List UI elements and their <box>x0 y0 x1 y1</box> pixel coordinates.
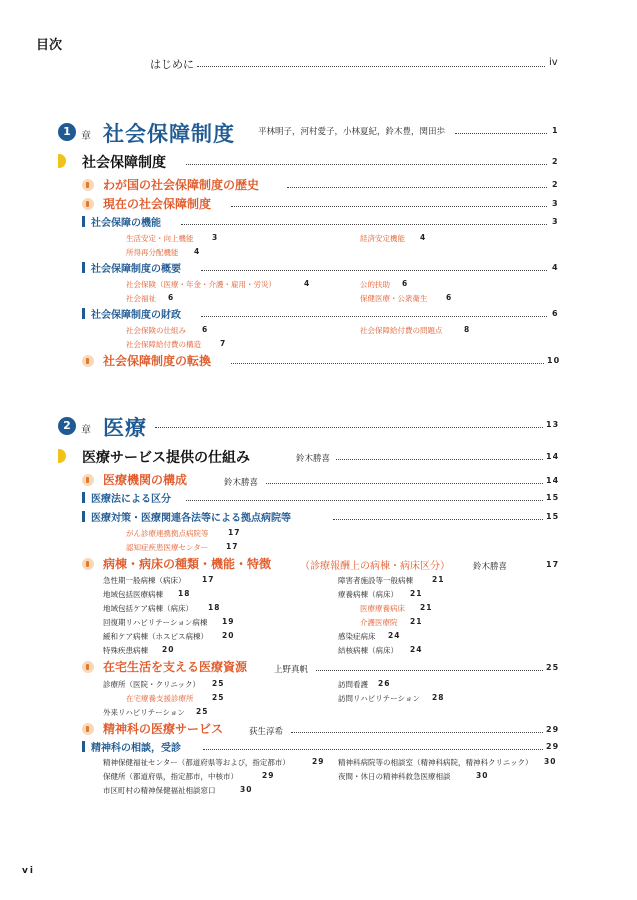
leader-dots <box>197 66 545 67</box>
toc-item[interactable]: 保健所（都道府県，指定都市，中核市） <box>103 772 238 781</box>
toc-item[interactable]: 訪問看護 <box>338 680 368 689</box>
subsection-title[interactable]: 在宅生活を支える医療資源 <box>103 660 248 674</box>
toc-item[interactable]: 生活安定・向上機能 <box>126 234 194 243</box>
chapter-mark: 章 <box>81 425 91 436</box>
topic-bar-icon <box>82 741 85 752</box>
item-page: 7 <box>220 339 227 348</box>
section-title[interactable]: 医療サービス提供の仕組み <box>82 450 250 466</box>
page-number: 15 <box>546 493 560 502</box>
item-page: 3 <box>212 233 219 242</box>
section-author: 鈴木勝喜 <box>224 478 259 488</box>
chapter-number-badge: 2 <box>58 417 76 435</box>
page-number: 29 <box>546 742 560 751</box>
topic-bar-icon <box>82 216 85 227</box>
item-page: 30 <box>240 785 253 794</box>
item-page: 20 <box>162 645 175 654</box>
item-page: 21 <box>432 575 445 584</box>
subsection-title[interactable]: 病棟・病床の種類・機能・特徴 <box>103 557 272 571</box>
topic-title[interactable]: 社会保障の機能 <box>91 218 161 229</box>
item-page: 4 <box>194 247 201 256</box>
item-page: 25 <box>212 679 225 688</box>
item-page: 17 <box>228 528 241 537</box>
item-page: 20 <box>222 631 235 640</box>
topic-title[interactable]: 医療法による区分 <box>91 494 171 505</box>
toc-item[interactable]: 訪問リハビリテーション <box>338 694 420 703</box>
toc-item[interactable]: 社会保険（医療・年金・介護・雇用・労災） <box>126 280 276 289</box>
subsection-bullet-icon <box>82 723 94 735</box>
topic-bar-icon <box>82 511 85 522</box>
item-page: 17 <box>202 575 215 584</box>
leader-dots <box>336 459 543 460</box>
item-page: 19 <box>222 617 235 626</box>
section-author: 鈴木勝喜 <box>296 454 331 464</box>
subsection-title[interactable]: 現在の社会保障制度 <box>103 197 212 211</box>
item-page: 25 <box>212 693 225 702</box>
toc-item[interactable]: 精神科病院等の相談室（精神科病院，精神科クリニック） <box>338 758 533 767</box>
chapter-title[interactable]: 社会保障制度 <box>103 122 235 146</box>
toc-item[interactable]: 夜間・休日の精神科救急医療相談 <box>338 772 451 781</box>
leader-dots <box>201 316 547 317</box>
chapter-mark: 章 <box>81 131 91 142</box>
toc-item[interactable]: 急性期一般病棟（病床） <box>103 576 186 585</box>
toc-item[interactable]: 市区町村の精神保健福祉相談窓口 <box>103 786 216 795</box>
page-number: 14 <box>546 452 560 461</box>
topic-title[interactable]: 精神科の相談，受診 <box>91 743 181 754</box>
page-number: 2 <box>552 180 559 189</box>
page-number: 3 <box>552 199 559 208</box>
toc-item[interactable]: 特殊疾患病棟 <box>103 646 148 655</box>
toc-item[interactable]: 障害者施設等一般病棟 <box>338 576 413 585</box>
item-page: 8 <box>464 325 471 334</box>
toc-item[interactable]: 経済安定機能 <box>360 234 405 243</box>
topic-bar-icon <box>82 492 85 503</box>
toc-item[interactable]: 社会保障給付費の構造 <box>126 340 201 349</box>
page-number: 15 <box>546 512 560 521</box>
subsection-title[interactable]: 医療機関の構成 <box>103 473 188 487</box>
leader-dots <box>266 483 543 484</box>
chapter-number-badge: 1 <box>58 123 76 141</box>
leader-dots <box>201 270 547 271</box>
page-number: 17 <box>546 560 560 569</box>
chapter-title[interactable]: 医療 <box>103 416 147 440</box>
item-page: 25 <box>196 707 209 716</box>
toc-item[interactable]: 緩和ケア病棟（ホスピス病棟） <box>103 632 208 641</box>
toc-item[interactable]: 社会福祉 <box>126 294 156 303</box>
subsection-bullet-icon <box>82 661 94 673</box>
leader-dots <box>333 519 543 520</box>
leader-dots <box>287 187 547 188</box>
leader-dots <box>231 206 547 207</box>
preface-page: iv <box>549 57 558 68</box>
section-marker-icon <box>58 449 66 463</box>
leader-dots <box>155 427 543 428</box>
section-marker-icon <box>58 154 66 168</box>
toc-item[interactable]: 感染症病床 <box>338 632 376 641</box>
page-number: 3 <box>552 217 559 226</box>
subsection-bullet-icon <box>82 474 94 486</box>
toc-item[interactable]: がん診療連携拠点病院等 <box>126 529 209 538</box>
topic-bar-icon <box>82 308 85 319</box>
toc-item[interactable]: 医療療養病床 <box>360 604 405 613</box>
toc-item[interactable]: 介護医療院 <box>360 618 398 627</box>
item-page: 17 <box>226 542 239 551</box>
page-number: 10 <box>547 356 561 365</box>
subsection-subtitle: （診療報酬上の病棟・病床区分） <box>300 561 450 572</box>
item-page: 30 <box>476 771 489 780</box>
toc-item[interactable]: 地域包括ケア病棟（病床） <box>103 604 193 613</box>
item-page: 18 <box>208 603 221 612</box>
page-number: 6 <box>552 309 559 318</box>
subsection-bullet-icon <box>82 179 94 191</box>
toc-item[interactable]: 診療所（医院・クリニック） <box>103 680 201 689</box>
toc-item[interactable]: 外来リハビリテーション <box>103 708 185 717</box>
topic-title[interactable]: 社会保障制度の概要 <box>91 264 181 275</box>
item-page: 4 <box>304 279 311 288</box>
item-page: 29 <box>262 771 275 780</box>
section-author: 鈴木勝喜 <box>473 562 508 572</box>
page-folio: vi <box>22 866 35 876</box>
page-number: 13 <box>546 420 560 429</box>
toc-item[interactable]: 所得再分配機能 <box>126 248 179 257</box>
item-page: 30 <box>544 757 557 766</box>
topic-title[interactable]: 医療対策・医療関連各法等による拠点病院等 <box>91 513 291 524</box>
chapter-authors: 平林明子，河村愛子，小林夏紀，鈴木豊，関田歩 <box>258 127 446 137</box>
page-number: 29 <box>546 725 560 734</box>
subsection-bullet-icon <box>82 558 94 570</box>
item-page: 24 <box>388 631 401 640</box>
subsection-title[interactable]: わが国の社会保障制度の歴史 <box>103 178 260 192</box>
topic-bar-icon <box>82 262 85 273</box>
leader-dots <box>203 749 543 750</box>
item-page: 21 <box>410 589 423 598</box>
toc-item[interactable]: 地域包括医療病棟 <box>103 590 163 599</box>
leader-dots <box>231 363 544 364</box>
item-page: 26 <box>378 679 391 688</box>
toc-item[interactable]: 結核病棟（病床） <box>338 646 398 655</box>
leader-dots <box>291 732 543 733</box>
topic-title[interactable]: 社会保障制度の財政 <box>91 310 181 321</box>
leader-dots <box>316 670 543 671</box>
item-page: 29 <box>312 757 325 766</box>
leader-dots <box>455 133 547 134</box>
section-title[interactable]: 社会保障制度 <box>82 155 166 171</box>
item-page: 6 <box>446 293 453 302</box>
toc-item[interactable]: 認知症疾患医療センター <box>126 543 209 552</box>
toc-item[interactable]: 精神保健福祉センター（都道府県等および，指定都市） <box>103 758 290 767</box>
item-page: 24 <box>410 645 423 654</box>
toc-item[interactable]: 在宅療養支援診療所 <box>126 694 194 703</box>
item-page: 6 <box>402 279 409 288</box>
section-author: 荻生淳希 <box>249 727 284 737</box>
page-number: 25 <box>546 663 560 672</box>
item-page: 21 <box>420 603 433 612</box>
toc-item[interactable]: 公的扶助 <box>360 280 390 289</box>
subsection-bullet-icon <box>82 355 94 367</box>
item-page: 6 <box>202 325 209 334</box>
section-author: 上野真帆 <box>274 665 309 675</box>
page-number: 2 <box>552 157 559 166</box>
leader-dots <box>186 500 543 501</box>
toc-item[interactable]: 療養病棟（病床） <box>338 590 398 599</box>
subsection-title[interactable]: 精神科の医療サービス <box>103 722 224 736</box>
toc-item[interactable]: 保健医療・公衆衛生 <box>360 294 428 303</box>
page-number: 4 <box>552 263 559 272</box>
page-number: 14 <box>546 476 560 485</box>
leader-dots <box>181 224 547 225</box>
item-page: 18 <box>178 589 191 598</box>
toc-item[interactable]: 社会保障給付費の問題点 <box>360 326 443 335</box>
item-page: 28 <box>432 693 445 702</box>
toc-item[interactable]: 社会保険の仕組み <box>126 326 186 335</box>
item-page: 6 <box>168 293 175 302</box>
page-heading: 目次 <box>36 38 63 53</box>
subsection-title[interactable]: 社会保障制度の転換 <box>103 354 212 368</box>
leader-dots <box>186 164 547 165</box>
item-page: 21 <box>410 617 423 626</box>
page-number: 1 <box>552 126 559 135</box>
subsection-bullet-icon <box>82 198 94 210</box>
toc-item[interactable]: 回復期リハビリテーション病棟 <box>103 618 208 627</box>
preface-label[interactable]: はじめに <box>150 58 194 71</box>
item-page: 4 <box>420 233 427 242</box>
